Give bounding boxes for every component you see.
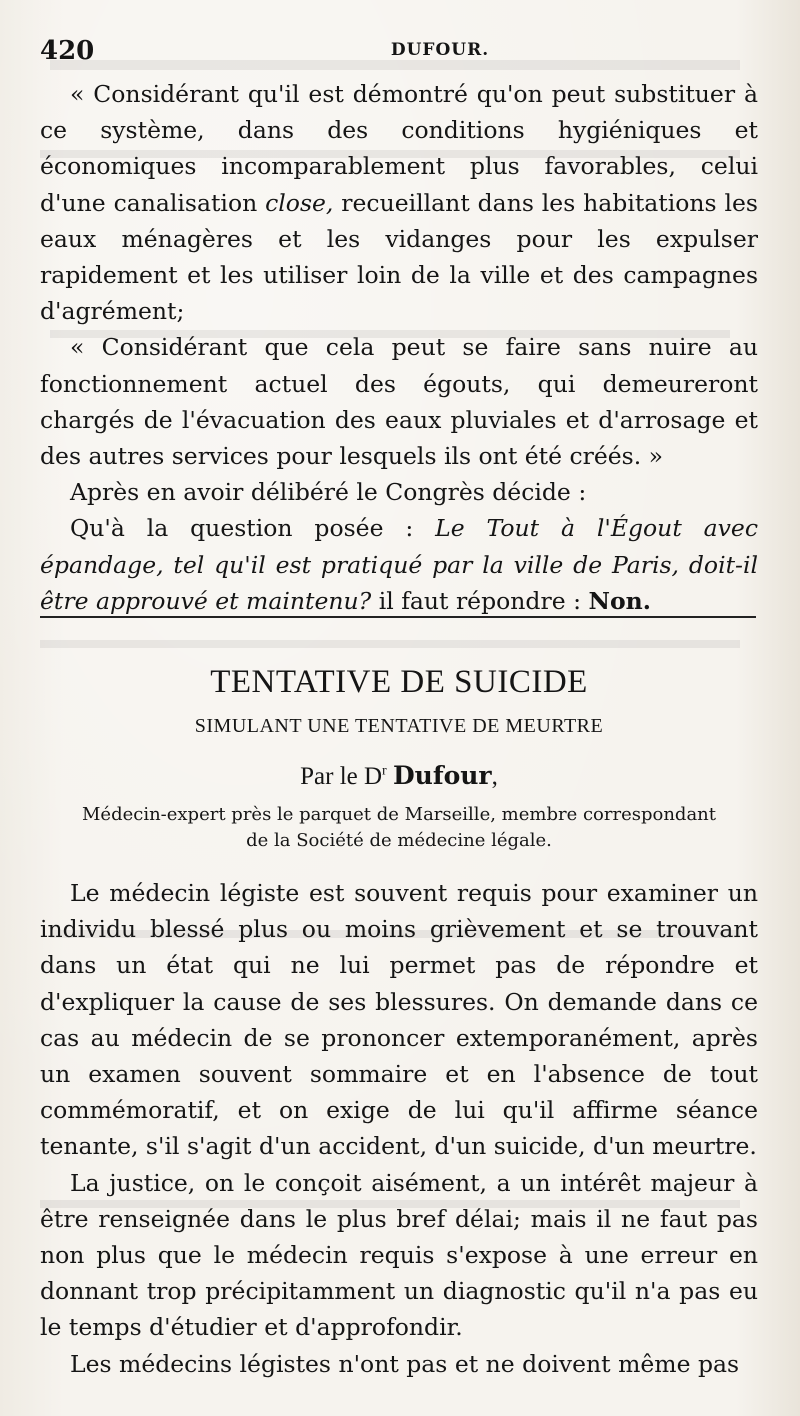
top-section: [40, 76, 758, 619]
question-italic: Le Tout à l'Égout avec épandage, tel qu'il est pratiqué par la ville de Paris, doit-il être approuvé et maintenu?: [40, 514, 758, 615]
section-divider: [40, 616, 756, 618]
author-affiliation: [40, 802, 758, 854]
paragraph-question: [40, 510, 758, 619]
paragraph-considerant-1: [40, 76, 758, 329]
author-prefix: Par le D: [300, 763, 383, 790]
page-header: [40, 36, 760, 76]
author-name: Dufour: [392, 761, 492, 790]
body-paragraph-2: La justice, on le conçoit aisément, a un intérêt majeur à être renseignée dans le plus bref délai; mais il ne faut pas non plus que le médecin requis s'expose à une erreur en donnant trop précipitamment un diagnostic qu'il n'a pas eu le temps d'étudier et d'approfondir.: [40, 1168, 758, 1342]
author-suffix: ,: [491, 763, 498, 790]
running-head: DUFOUR.: [390, 40, 490, 60]
article-subtitle: SIMULANT UNE TENTATIVE DE MEURTRE: [194, 715, 604, 737]
author-sup: r: [382, 763, 387, 779]
question-end: il faut répondre :: [371, 586, 589, 615]
paragraph-decision: Après en avoir délibéré le Congrès décide :: [70, 478, 587, 507]
affiliation-line-2: de la Société de médecine légale.: [246, 830, 552, 851]
article-author: [40, 761, 758, 791]
answer-non: Non.: [588, 586, 651, 615]
affiliation-line-1: Médecin-expert près le parquet de Marseille, membre correspondant: [81, 804, 717, 825]
question-start: Qu'à la question posée :: [70, 514, 436, 543]
article-title: TENTATIVE DE SUICIDE: [210, 664, 588, 700]
article-body: [40, 875, 758, 1382]
italic-close: close,: [265, 188, 334, 217]
paragraph-considerant-2: « Considérant que cela peut se faire sans nuire au fonctionnement actuel des égouts, qui demeureront chargés de l'évacuation des eaux pluviales et d'arrosage et des autres services pour lesquels ils ont été créés. »: [40, 333, 758, 471]
paragraph-text: « Considérant qu'il est démontré qu'on peut substituer à ce système, dans des conditions hygiéniques et économiques incomparablement plus favorables, celui d'une canalisation: [40, 80, 758, 217]
body-paragraph-3: Les médecins légistes n'ont pas et ne doivent même pas: [70, 1349, 740, 1378]
paragraph-text-rest: recueillant dans les habitations les eaux ménagères et les vidanges pour les expulser rapidement et les utiliser loin de la ville et des campagnes d'agrément;: [40, 188, 758, 326]
body-paragraph-1: Le médecin légiste est souvent requis pour examiner un individu blessé plus ou moins grièvement et se trouvant dans un état qui ne lui permet pas de répondre et d'expliquer la cause de ses blessures. On demande dans ce cas au médecin de se prononcer extemporanément, après un examen souvent sommaire et en l'absence de tout commémoratif, et on exige de lui qu'il affirme séance tenante, s'il s'agit d'un accident, d'un suicide, d'un meurtre.: [40, 879, 758, 1161]
page-number: 420: [40, 36, 95, 66]
